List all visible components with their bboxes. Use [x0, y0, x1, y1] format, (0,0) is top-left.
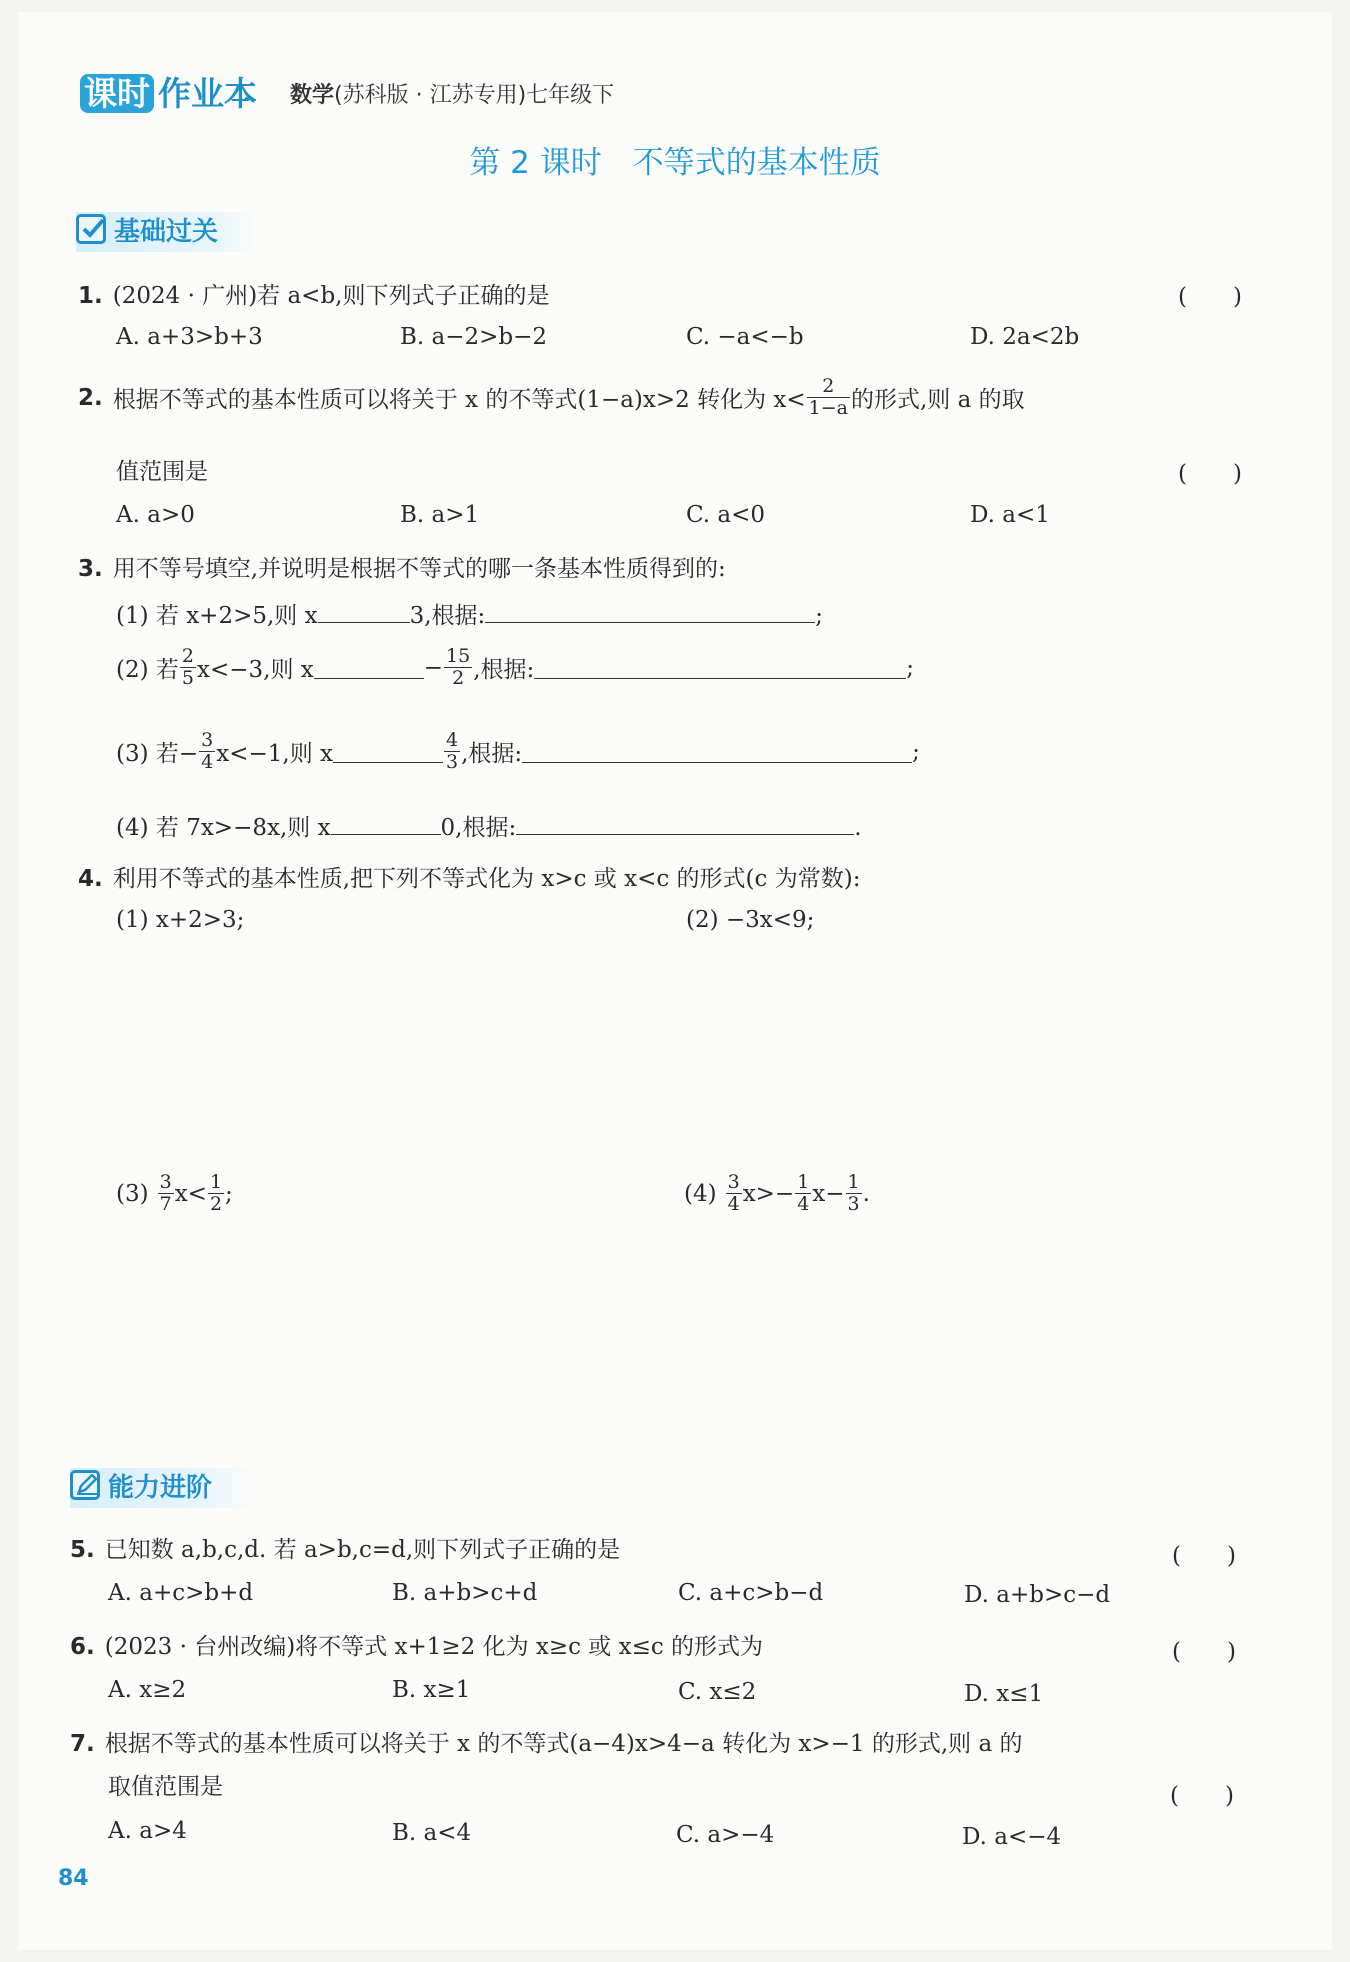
- fraction: [807, 376, 850, 419]
- fraction: [180, 646, 196, 689]
- page-number: 84: [58, 1866, 89, 1891]
- question-3-part-3: [116, 730, 920, 773]
- option-a[interactable]: A. a>4: [108, 1818, 187, 1844]
- option-d[interactable]: D. a+b>c−d: [964, 1582, 1111, 1608]
- part-text: ;: [906, 654, 915, 681]
- answer-paren[interactable]: ( ): [1172, 1639, 1236, 1665]
- part-text: 3,根据:: [409, 603, 486, 629]
- question-4-sub-3: [116, 1172, 233, 1215]
- fraction-numerator: 3: [159, 1171, 172, 1193]
- section-basic-title: 基础过关: [114, 217, 219, 247]
- fraction: [444, 646, 472, 689]
- fraction-numerator: 1: [847, 1171, 860, 1193]
- part-text: (4): [684, 1180, 717, 1207]
- reason-blank[interactable]: [522, 740, 912, 763]
- question-text: 的形式,则 a 的取: [851, 387, 1025, 413]
- question-number: 6.: [70, 1634, 95, 1660]
- question-3-part-2: [116, 646, 914, 689]
- part-text: ,根据:: [461, 741, 523, 767]
- option-c[interactable]: C. a+c>b−d: [678, 1580, 824, 1606]
- option-d[interactable]: D. x≤1: [964, 1681, 1044, 1707]
- part-text: x−: [812, 1180, 845, 1207]
- sign-blank[interactable]: [314, 656, 424, 679]
- fraction-denominator: 4: [727, 1193, 740, 1215]
- part-text: ;: [225, 1180, 233, 1207]
- option-a[interactable]: A. a>0: [116, 502, 195, 528]
- fraction-denominator: 5: [181, 667, 194, 689]
- fraction-numerator: 3: [727, 1171, 740, 1193]
- fraction: [795, 1172, 811, 1215]
- part-text: x>−: [742, 1180, 795, 1207]
- logo-highlight: 课时: [80, 74, 154, 113]
- option-c[interactable]: C. x≤2: [678, 1679, 757, 1705]
- option-d[interactable]: D. a<1: [970, 502, 1050, 528]
- option-c[interactable]: C. a>−4: [676, 1822, 775, 1848]
- part-text: (4) 若 7x>−8x,则 x: [116, 815, 331, 841]
- question-4-sub-2: (2) −3x<9;: [686, 907, 815, 933]
- fraction-numerator: 3: [201, 729, 214, 751]
- fraction-denominator: 2: [452, 667, 465, 689]
- question-number: 4.: [78, 866, 103, 892]
- part-text: (3) 若−: [116, 741, 199, 767]
- part-text: .: [862, 1180, 870, 1207]
- fraction-denominator: 4: [797, 1193, 810, 1215]
- question-6-stem: [70, 1628, 763, 1661]
- part-text: x<: [174, 1180, 207, 1207]
- fraction-numerator: 4: [446, 729, 459, 751]
- section-advanced-title: 能力进阶: [108, 1473, 213, 1503]
- part-text: 0,根据:: [440, 815, 517, 841]
- fraction: [158, 1172, 174, 1215]
- question-number: 5.: [70, 1537, 95, 1563]
- option-a[interactable]: A. x≥2: [108, 1677, 187, 1703]
- question-number: 1.: [78, 283, 103, 309]
- answer-paren[interactable]: ( ): [1172, 1543, 1236, 1569]
- checkbox-icon: [76, 214, 106, 244]
- fraction-numerator: 1: [209, 1171, 223, 1193]
- question-text: 根据不等式的基本性质可以将关于 x 的不等式(a−4)x>4−a 转化为 x>−1 的形式,则 a 的: [104, 1731, 1023, 1757]
- question-number: 2.: [78, 384, 103, 411]
- option-b[interactable]: B. a+b>c+d: [392, 1580, 538, 1606]
- part-text: (2) 若: [116, 657, 179, 683]
- subject-label: 数学: [290, 83, 335, 108]
- question-3-part-4: [116, 809, 862, 842]
- option-c[interactable]: C. a<0: [686, 502, 766, 528]
- reason-blank[interactable]: [534, 656, 906, 679]
- option-b[interactable]: B. x≥1: [392, 1677, 471, 1703]
- part-text: x<−3,则 x: [196, 657, 314, 683]
- part-text: (1) 若 x+2>5,则 x: [116, 603, 318, 629]
- question-text: 已知数 a,b,c,d. 若 a>b,c=d,则下列式子正确的是: [104, 1537, 621, 1563]
- option-c[interactable]: C. −a<−b: [686, 324, 804, 350]
- fraction: [726, 1172, 742, 1215]
- question-2-stem-cont: 值范围是: [116, 459, 208, 485]
- option-b[interactable]: B. a>1: [400, 502, 480, 528]
- question-text: (2023 · 台州改编)将不等式 x+1≥2 化为 x≥c 或 x≤c 的形式为: [104, 1634, 764, 1660]
- fraction: [199, 730, 215, 773]
- pencil-icon: [70, 1470, 100, 1500]
- page-title: 第 2 课时 不等式的基本性质: [469, 145, 881, 181]
- fraction-numerator: 1: [797, 1171, 810, 1193]
- fraction-denominator: 2: [209, 1193, 223, 1215]
- fraction-denominator: 4: [201, 751, 214, 773]
- option-d[interactable]: D. a<−4: [962, 1824, 1062, 1850]
- fraction-denominator: 3: [847, 1193, 860, 1215]
- book-subtitle: [290, 78, 614, 109]
- fraction-numerator: 15: [446, 645, 471, 667]
- section-advanced-header: [70, 1468, 252, 1508]
- sign-blank[interactable]: [318, 600, 410, 623]
- question-number: 7.: [70, 1731, 95, 1757]
- fraction: [208, 1172, 224, 1215]
- fraction: [846, 1172, 862, 1215]
- edition-label: (苏科版 · 江苏专用)七年级下: [334, 83, 615, 108]
- option-b[interactable]: B. a<4: [392, 1820, 472, 1846]
- option-a[interactable]: A. a+3>b+3: [116, 324, 263, 350]
- answer-paren[interactable]: ( ): [1178, 284, 1242, 310]
- part-text: ;: [912, 738, 920, 765]
- question-text: 根据不等式的基本性质可以将关于 x 的不等式(1−a)x>2 转化为 x<: [112, 387, 806, 413]
- option-d[interactable]: D. 2a<2b: [970, 324, 1080, 350]
- question-2-stem: [78, 376, 1025, 419]
- question-4-sub-1: (1) x+2>3;: [116, 907, 245, 933]
- question-1-stem: [78, 277, 550, 310]
- part-text: x<−1,则 x: [216, 741, 334, 767]
- question-4-stem: [78, 860, 860, 893]
- question-7-stem-cont: 取值范围是: [108, 1774, 223, 1800]
- question-7-stem: [70, 1725, 1023, 1758]
- question-3-part-1: [116, 597, 823, 630]
- part-text: −: [423, 654, 444, 681]
- question-text: 用不等号填空,并说明是根据不等式的哪一条基本性质得到的:: [112, 556, 726, 582]
- logo-text: 作业本: [158, 74, 257, 113]
- fraction-denominator: 7: [159, 1193, 172, 1215]
- fraction-denominator: 3: [446, 751, 459, 773]
- reason-blank[interactable]: [485, 600, 815, 623]
- part-text: .: [854, 815, 862, 841]
- answer-paren[interactable]: ( ): [1178, 461, 1242, 487]
- book-logo: [80, 68, 257, 115]
- sign-blank[interactable]: [331, 812, 441, 835]
- fraction-numerator: 2: [181, 645, 194, 667]
- part-text: (3): [116, 1180, 149, 1207]
- reason-blank[interactable]: [516, 812, 854, 835]
- fraction-numerator: 2: [807, 376, 850, 398]
- option-a[interactable]: A. a+c>b+d: [108, 1580, 254, 1606]
- question-4-sub-4: [684, 1172, 870, 1215]
- part-text: ;: [815, 603, 824, 629]
- question-text: (2024 · 广州)若 a<b,则下列式子正确的是: [112, 283, 550, 309]
- sign-blank[interactable]: [333, 740, 443, 763]
- question-3-stem: [78, 550, 726, 583]
- question-text: 利用不等式的基本性质,把下列不等式化为 x>c 或 x<c 的形式(c 为常数):: [112, 866, 861, 892]
- section-basic-header: [76, 212, 258, 252]
- question-number: 3.: [78, 556, 103, 582]
- fraction: [444, 730, 460, 773]
- question-5-stem: [70, 1531, 620, 1564]
- part-text: ,根据:: [473, 657, 535, 683]
- answer-paren[interactable]: ( ): [1170, 1783, 1234, 1809]
- option-b[interactable]: B. a−2>b−2: [400, 324, 548, 350]
- fraction-denominator: 1−a: [808, 397, 848, 419]
